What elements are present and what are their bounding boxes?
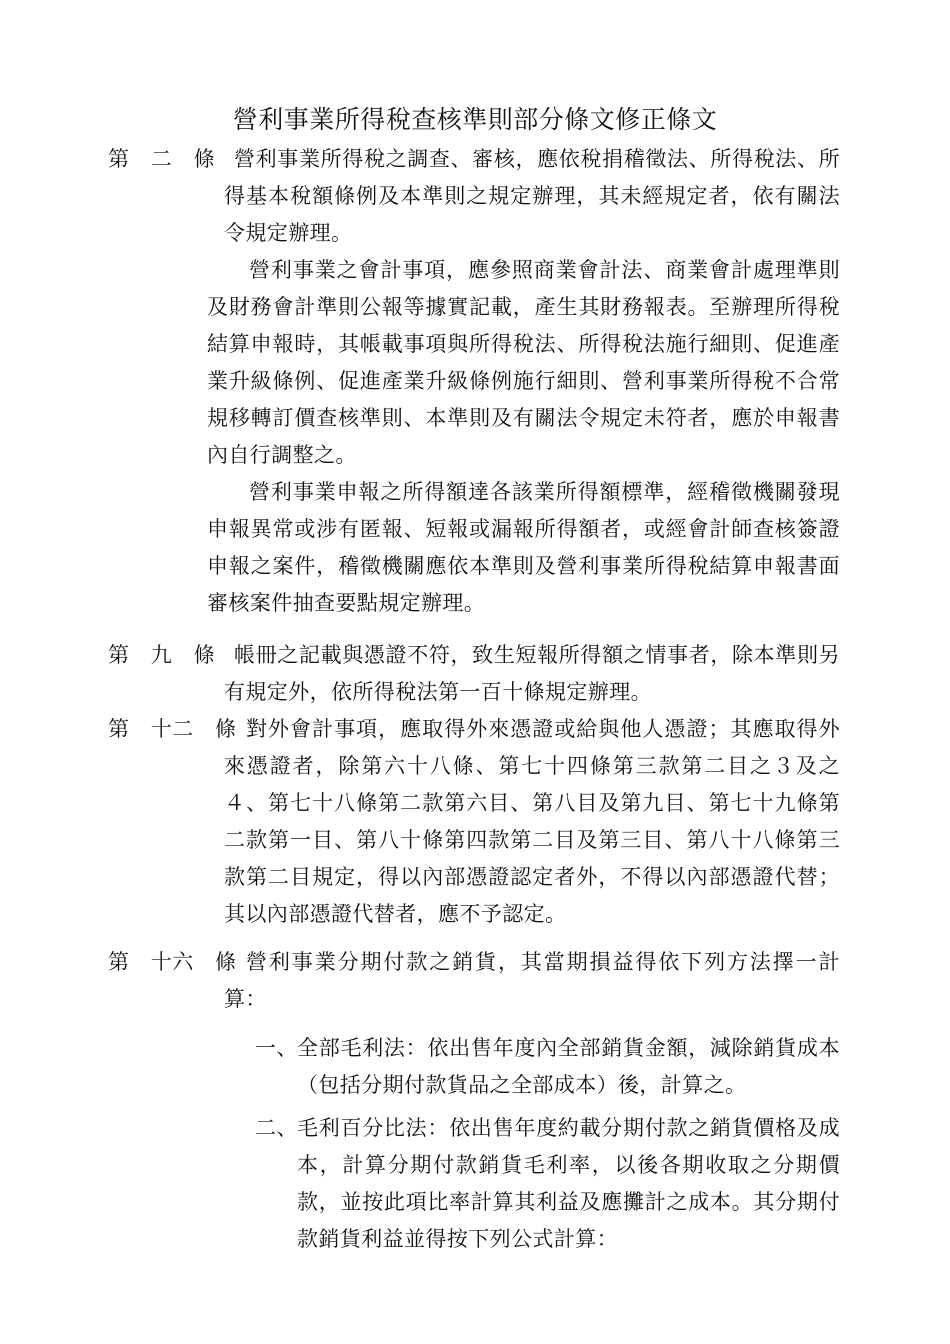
article-2 bbox=[108, 141, 840, 622]
article-16 bbox=[108, 944, 840, 1258]
document-title: 營利事業所得稅查核準則部分條文修正條文 bbox=[232, 105, 718, 134]
article-paragraph: 帳冊之記載與憑證不符，致生短報所得額之情事者，除本準則另有規定外，依所得稅法第一百十條規定辦理。 bbox=[224, 643, 840, 704]
article-paragraph: 對外會計事項，應取得外來憑證或給與他人憑證；其應取得外來憑證者，除第六十八條、第七十四條第三款第二目之３及之４、第七十八條第二款第六目、第八目及第九目、第七十九條第二款第一目、第八十條第四款第二目及第三目、第八十八條第三款第二目規定，得以內部憑證認定者外，不得以內部憑證代替；其以內部憑證代替者，應不予認定。 bbox=[224, 717, 840, 926]
article-9 bbox=[108, 637, 840, 711]
article-label: 第 十二 條 bbox=[108, 717, 237, 741]
article-label: 第 二 條 bbox=[108, 147, 215, 171]
article-12 bbox=[108, 711, 840, 933]
list-item bbox=[255, 1110, 840, 1258]
list-item bbox=[255, 1030, 840, 1104]
list-item-number: 一、 bbox=[255, 1036, 298, 1060]
article-paragraph: 營利事業之會計事項，應參照商業會計法、商業會計處理準則及財務會計準則公報等據實記載，產生其財務報表。至辦理所得稅結算申報時，其帳載事項與所得稅法、所得稅法施行細則、促進產業升級條例、促進產業升級條例施行細則、營利事業所得稅不合常規移轉訂價查核準則、本準則及有關法令規定未符者，應於申報書內自行調整之。 bbox=[207, 258, 840, 467]
list-item-text: 全部毛利法：依出售年度內全部銷貨金額，減除銷貨成本（包括分期付款貨品之全部成本）後，計算之。 bbox=[297, 1036, 840, 1097]
article-label: 第 十六 條 bbox=[108, 950, 237, 974]
list-item-text: 毛利百分比法：依出售年度約載分期付款之銷貨價格及成本，計算分期付款銷貨毛利率，以後各期收取之分期價款，並按此項比率計算其利益及應攤計之成本。其分期付款銷貨利益並得按下列公式計算： bbox=[297, 1116, 840, 1251]
article-paragraph: 營利事業分期付款之銷貨，其當期損益得依下列方法擇一計算： bbox=[224, 950, 840, 1011]
list-item-number: 二、 bbox=[255, 1116, 298, 1140]
article-paragraph: 營利事業申報之所得額達各該業所得額標準，經稽徵機關發現申報異常或涉有匿報、短報或漏報所得額者，或經會計師查核簽證申報之案件，稽徵機關應依本準則及營利事業所得稅結算申報書面審核案件抽查要點規定辦理。 bbox=[207, 480, 840, 615]
article-paragraph: 營利事業所得稅之調查、審核，應依稅捐稽徵法、所得稅法、所得基本稅額條例及本準則之規定辦理，其未經規定者，依有關法令規定辦理。 bbox=[224, 147, 840, 245]
article-label: 第 九 條 bbox=[108, 643, 215, 667]
